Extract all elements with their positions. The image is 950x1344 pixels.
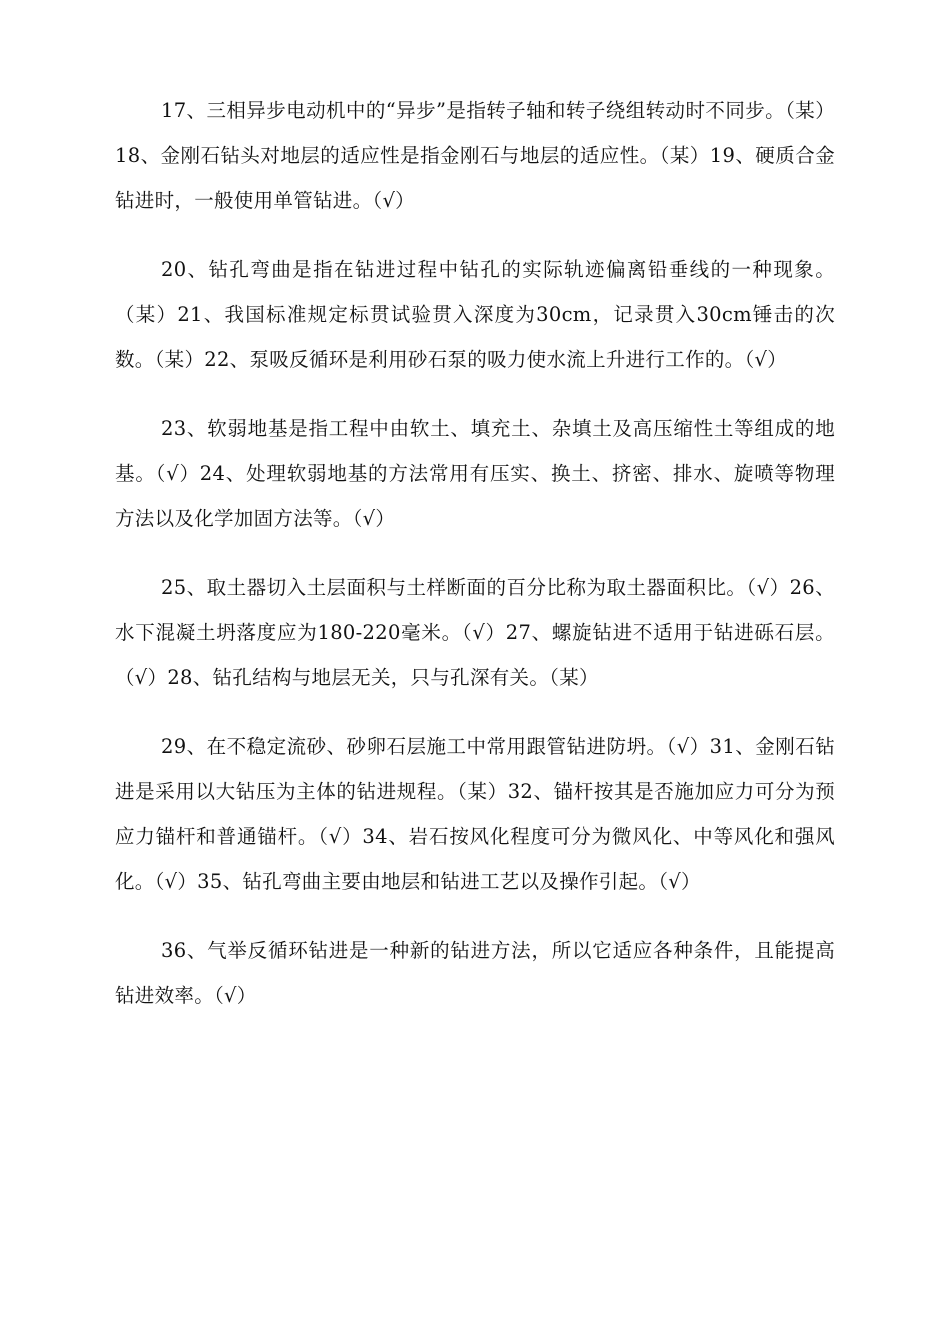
paragraph-1: 17、三相异步电动机中的“异步”是指转子轴和转子绕组转动时不同步。（某）18、金刚石钻头对地层的适应性是指金刚石与地层的适应性。（某）19、硬质合金钻进时，一般使用单管钻进。（√） xyxy=(115,99,835,212)
paragraph-6: 36、气举反循环钻进是一种新的钻进方法，所以它适应各种条件，且能提高钻进效率。（√） xyxy=(115,939,835,1007)
paragraph-3: 23、软弱地基是指工程中由软土、填充土、杂填土及高压缩性土等组成的地基。（√）24、处理软弱地基的方法常用有压实、换土、挤密、排水、旋喷等物理方法以及化学加固方法等。（√） xyxy=(115,417,835,530)
document-page xyxy=(115,88,835,1042)
paragraph-2: 20、钻孔弯曲是指在钻进过程中钻孔的实际轨迹偏离铅垂线的一种现象。（某）21、我国标准规定标贯试验贯入深度为30cm，记录贯入30cm锤击的次数。（某）22、泵吸反循环是利用砂石泵的吸力使水流上升进行工作的。（√） xyxy=(115,258,835,371)
paragraph-5: 29、在不稳定流砂、砂卵石层施工中常用跟管钻进防坍。（√）31、金刚石钻进是采用以大钻压为主体的钻进规程。（某）32、锚杆按其是否施加应力可分为预应力锚杆和普通锚杆。（√）34、岩石按风化程度可分为微风化、中等风化和强风化。（√）35、钻孔弯曲主要由地层和钻进工艺以及操作引起。（√） xyxy=(115,735,835,893)
paragraph-4: 25、取土器切入土层面积与土样断面的百分比称为取土器面积比。（√）26、水下混凝土坍落度应为180-220毫米。（√）27、螺旋钻进不适用于钻进砾石层。（√）28、钻孔结构与地层无关，只与孔深有关。（某） xyxy=(115,576,835,689)
